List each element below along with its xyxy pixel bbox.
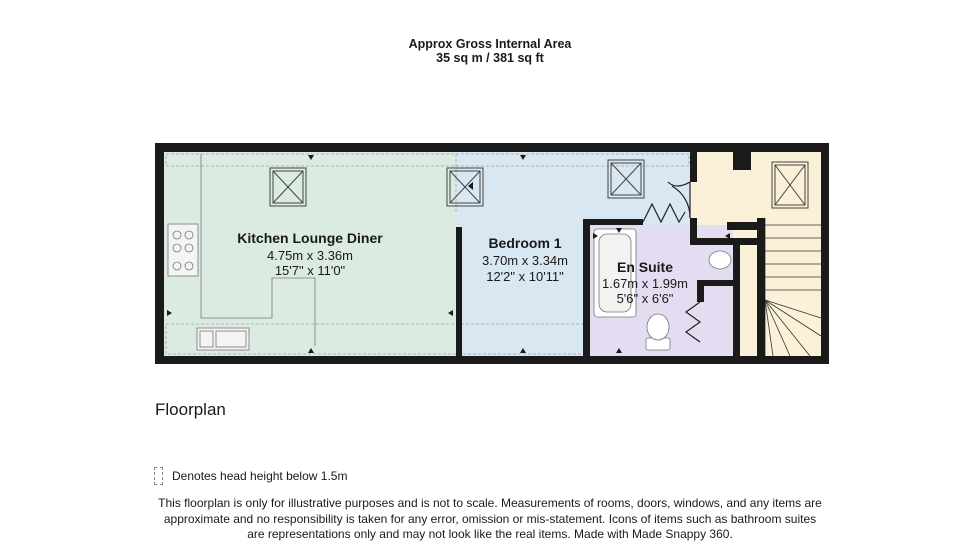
- ensuite-imperial: 5'6" x 6'6": [616, 291, 674, 306]
- plan-title: Floorplan: [155, 400, 226, 419]
- kitchen-imperial: 15'7" x 11'0": [274, 263, 346, 278]
- kitchen-name: Kitchen Lounge Diner: [237, 230, 383, 246]
- disclaimer-line-2: approximate and no responsibility is taken for any error, omission or mis-statement. Icons of items such as bathroom suites: [163, 511, 817, 526]
- kitchen-metric: 4.75m x 3.36m: [267, 248, 353, 263]
- area-header-title: Approx Gross Internal Area: [408, 37, 572, 51]
- bedroom-imperial: 12'2" x 10'11": [486, 269, 564, 284]
- bedroom-metric: 3.70m x 3.34m: [482, 253, 568, 268]
- disclaimer-line-1: This floorplan is only for illustrative purposes and is not to scale. Measurements of rooms, doors, windows, and any items are: [158, 496, 822, 510]
- ensuite-metric: 1.67m x 1.99m: [602, 276, 688, 291]
- disclaimer-line-3: are representations only and may not look like the real items. Made with Made Snappy 360.: [247, 527, 733, 541]
- bedroom-name: Bedroom 1: [488, 235, 562, 251]
- disclaimer: [150, 496, 830, 543]
- ensuite-name: En Suite: [616, 259, 674, 275]
- legend-dashed-swatch: [154, 467, 163, 485]
- area-header-value: 35 sq m / 381 sq ft: [436, 51, 544, 65]
- head-height-legend: [154, 467, 347, 485]
- legend-text: Denotes head height below 1.5m: [172, 469, 348, 483]
